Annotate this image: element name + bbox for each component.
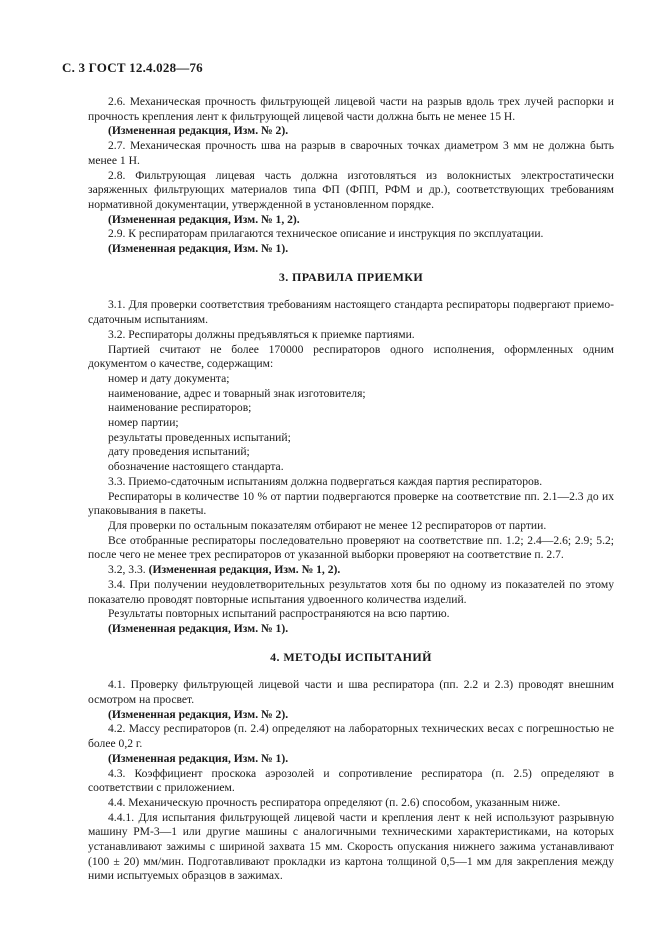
- section-heading-4: 4. МЕТОДЫ ИСПЫТАНИЙ: [270, 649, 432, 664]
- list-item: наименование, адрес и товарный знак изготовителя;: [108, 386, 366, 400]
- revision-note: (Измененная редакция, Изм. № 1, 2).: [148, 563, 341, 577]
- revision-note: (Измененная редакция, Изм. № 1).: [108, 242, 289, 256]
- list-item: обозначение настоящего стандарта.: [108, 460, 284, 474]
- paragraph-4-4-1: 4.4.1. Для испытания фильтрующей лицевой части и крепления лент к ней используют разрывную машину РМ-3—1 или другие машины с аналогичными техническими характеристиками, на которых устанавливают зажимы с шириной захвата 15 мм. Скорость опускания нижнего зажима устанавливают (100 ± 20) мм/мин. Подготавливают прокладки из картона толщиной 0,5—1 мм для закрепления между ними испытуемых образцов в зажимах.: [88, 810, 614, 883]
- paragraph-3-3d: Все отобранные респираторы последовательно проверяют на соответствие пп. 1.2; 2.4—2.6; 2.9; 5.2; после чего не менее трех респираторов от указанной выборки проверяют на соответствие п. 2.7.: [88, 533, 614, 562]
- paragraph-3-4: 3.4. При получении неудовлетворительных результатов хотя бы по одному из показателей по этому показателю проводят повторные испытания удвоенного количества изделий.: [88, 577, 614, 606]
- paragraph-4-1: 4.1. Проверку фильтрующей лицевой части и шва респиратора (пп. 2.2 и 2.3) проводят внешним осмотром на просвет.: [88, 678, 614, 707]
- list-item: номер партии;: [108, 416, 179, 430]
- paragraph-3-3b: Респираторы в количестве 10 % от партии подвергаются проверке на соответствие пп. 2.1—2.3 до их упаковывания в пакеты.: [88, 489, 614, 518]
- revision-note: (Измененная редакция, Изм. № 2).: [108, 124, 289, 138]
- revision-note-3-2-3-3: [88, 563, 614, 578]
- paragraph-3-4b: Результаты повторных испытаний распространяются на всю партию.: [108, 607, 450, 621]
- list-item: номер и дату документа;: [108, 371, 230, 385]
- list-item: результаты проведенных испытаний;: [108, 430, 291, 444]
- paragraph-3-2: 3.2. Респираторы должны предъявляться к приемке партиями.: [108, 327, 415, 341]
- paragraph-2-7: 2.7. Механическая прочность шва на разрыв в сварочных точках диаметром 3 мм не должна быть менее 1 Н.: [88, 139, 614, 167]
- clause-refs: 3.2, 3.3.: [108, 563, 146, 577]
- page-header: С. 3 ГОСТ 12.4.028—76: [62, 60, 203, 75]
- paragraph-2-6: 2.6. Механическая прочность фильтрующей лицевой части на разрыв вдоль трех лучей распорки и прочность крепления лент к фильтрующей лицевой части должна быть не менее 15 Н.: [88, 95, 614, 123]
- document-body: [88, 95, 614, 884]
- paragraph-4-2: 4.2. Массу респираторов (п. 2.4) определяют на лабораторных технических весах с погрешностью не более 0,2 г.: [88, 722, 614, 751]
- paragraph-3-1: 3.1. Для проверки соответствия требованиям настоящего стандарта респираторы подвергают приемо-сдаточным испытаниям.: [88, 298, 614, 327]
- paragraph-2-8: 2.8. Фильтрующая лицевая часть должна изготовляться из волокнистых электростатически заряженных фильтрующих материалов типа ФП (ФПП, РФМ и др.), соответствующих требованиям нормативной документации, утвержденной в установленном порядке.: [88, 168, 614, 211]
- paragraph-2-9: 2.9. К респираторам прилагаются техническое описание и инструкция по эксплуатации.: [108, 227, 544, 241]
- list-item: наименование респираторов;: [108, 401, 252, 415]
- revision-note: (Измененная редакция, Изм. № 1).: [108, 621, 289, 635]
- revision-note: (Измененная редакция, Изм. № 1).: [108, 751, 289, 765]
- section-heading-3: 3. ПРАВИЛА ПРИЕМКИ: [278, 269, 424, 284]
- list-item: дату проведения испытаний;: [108, 445, 250, 459]
- paragraph-party: Партией считают не более 170000 респираторов одного исполнения, оформленных одним документом о качестве, содержащим:: [88, 342, 614, 371]
- revision-note: (Измененная редакция, Изм. № 2).: [108, 707, 289, 721]
- paragraph-3-3c: Для проверки по остальным показателям отбирают не менее 12 респираторов от партии.: [108, 518, 547, 532]
- paragraph-3-3: 3.3. Приемо-сдаточным испытаниям должна подвергаться каждая партия респираторов.: [108, 474, 543, 488]
- paragraph-4-3: 4.3. Коэффициент проскока аэрозолей и сопротивление респиратора (п. 2.5) определяют в соответствии с приложением.: [88, 766, 614, 795]
- revision-note: (Измененная редакция, Изм. № 1, 2).: [108, 212, 300, 226]
- paragraph-4-4: 4.4. Механическую прочность респиратора определяют (п. 2.6) способом, указанным ниже.: [108, 795, 561, 809]
